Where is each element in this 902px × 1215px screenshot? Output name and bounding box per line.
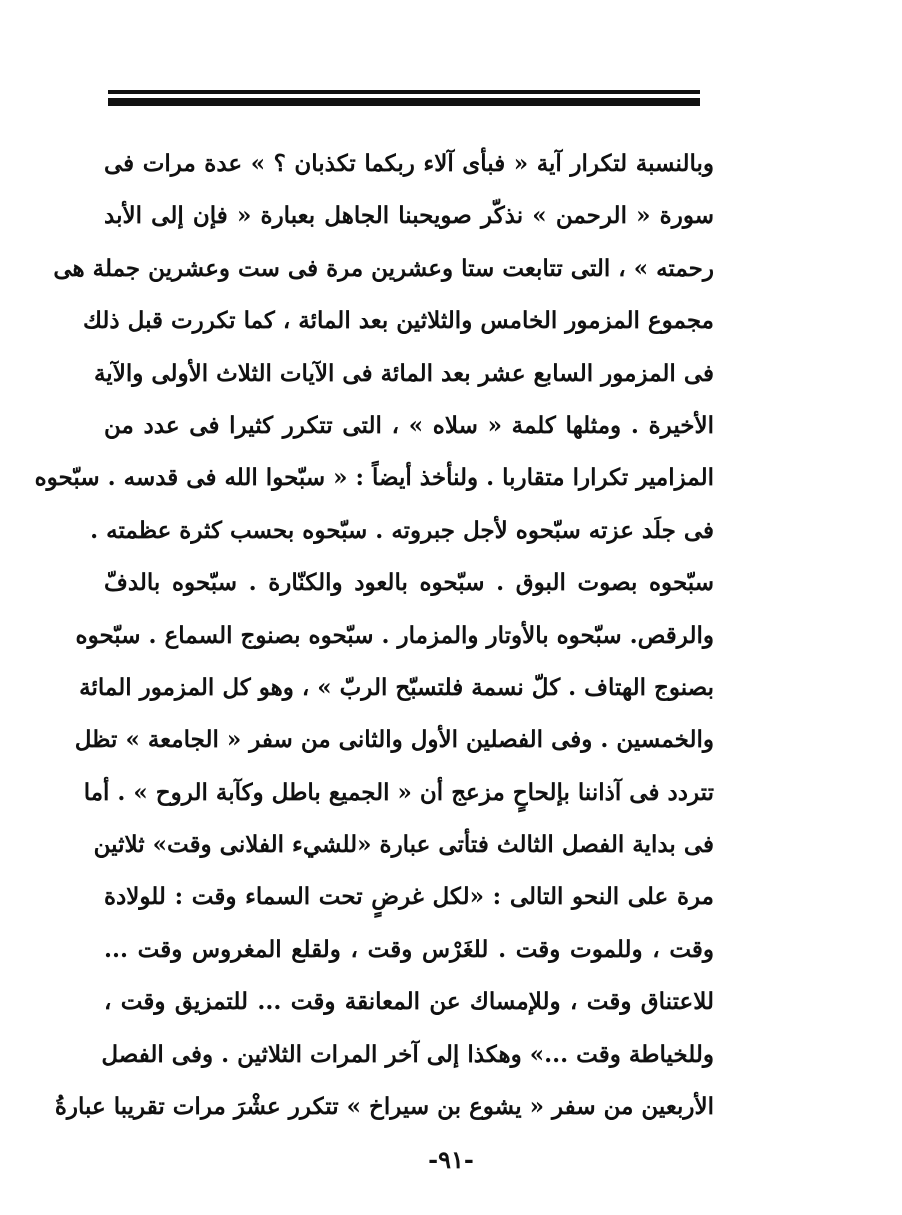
header-rule-thick: [108, 98, 700, 106]
text-line: المزامير تكرارا متقاربا . ولنأخذ أيضاً : « سبّحوا الله فى قدسه . سبّحوه: [34, 464, 714, 492]
text-line: وبالنسبة لتكرار آية « فبأى آلاء ربكما تكذبان ؟ » عدة مرات فى: [104, 150, 714, 177]
text-line: وقت ، وللموت وقت . للغَرْس وقت ، ولقلع المغروس وقت ...: [104, 935, 714, 963]
text-line: بصنوج الهتاف . كلّ نسمة فلتسبّح الربّ » ، وهو كل المزمور المائة: [79, 673, 714, 701]
text-line: مجموع المزمور الخامس والثلاثين بعد المائة ، كما تكررت قبل ذلك: [83, 307, 714, 335]
header-rule-thin: [108, 90, 700, 94]
text-line: الأخيرة . ومثلها كلمة « سلاه » ، التى تتكرر كثيرا فى عدد من: [104, 411, 714, 439]
text-line: الأربعين من سفر « يشوع بن سيراخ » تتكرر عشْرَ مرات تقريبا عبارةُ: [54, 1093, 714, 1121]
text-line: والخمسين . وفى الفصلين الأول والثانى من سفر « الجامعة » تظل: [74, 726, 714, 754]
text-line: فى بداية الفصل الثالث فتأتى عبارة «للشيء الفلانى وقت» ثلاثين: [93, 831, 714, 859]
text-line: والرقص. سبّحوه بالأوتار والمزمار . سبّحوه بصنوج السماع . سبّحوه: [75, 621, 714, 649]
text-line: تتردد فى آذاننا بإلحاحٍ مزعج أن « الجميع باطل وكآبة الروح » . أما: [83, 778, 714, 806]
text-line: فى جلَد عزته سبّحوه لأجل جبروته . سبّحوه بحسب كثرة عظمته .: [90, 516, 714, 544]
text-line: للاعتناق وقت ، وللإمساك عن المعانقة وقت ... للتمزيق وقت ،: [104, 988, 714, 1016]
text-line: سورة « الرحمن » نذكّر صويحبنا الجاهل بعبارة « فإن إلى الأبد: [104, 202, 714, 230]
text-line: مرة على النحو التالى : «لكل غرضٍ تحت السماء وقت : للولادة: [104, 883, 714, 911]
page-number: -٩١-: [428, 1145, 474, 1174]
text-line: سبّحوه بصوت البوق . سبّحوه بالعود والكنّارة . سبّحوه بالدفّ: [104, 569, 714, 597]
body-text: [34, 138, 714, 1133]
text-line: وللخياطة وقت ...» وهكذا إلى آخر المرات الثلاثين . وفى الفصل: [101, 1040, 714, 1068]
text-line: فى المزمور السابع عشر بعد المائة فى الآيات الثلاث الأولى والآية: [93, 359, 714, 387]
text-line: رحمته » ، التى تتابعت ستا وعشرين مرة فى ست وعشرين جملة هى: [53, 254, 714, 282]
